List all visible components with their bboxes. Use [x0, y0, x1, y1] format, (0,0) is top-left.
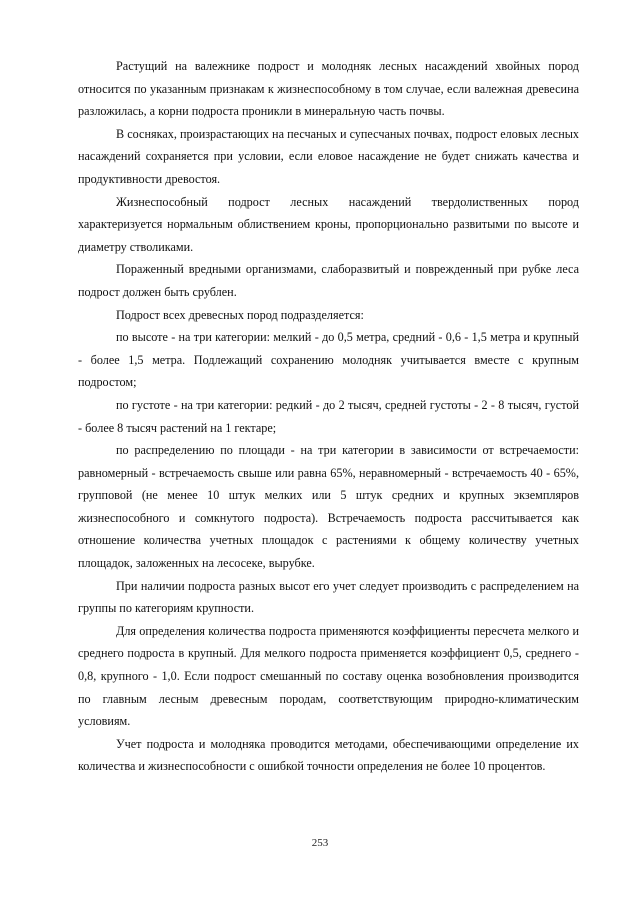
paragraph-9: При наличии подроста разных высот его учет следует производить с распределением на группы по категориям крупности.: [78, 578, 579, 616]
paragraph-10: Для определения количества подроста применяются коэффициенты пересчета мелкого и среднего подроста в крупный. Для мелкого подроста применяется коэффициент 0,5, среднего - 0,8, крупного - 1,0. Если подрост смешанный по составу оценка возобновления производится по главным лесным древесным породам, соответствующим природно-климатическим условиям.: [78, 623, 579, 729]
paragraph-8: по распределению по площади - на три категории в зависимости от встречаемости: равномерный - встречаемость свыше или равна 65%, неравномерный - встречаемость 40 - 65%, групповой (не менее 10 штук мелких или 5 штук средних и крупных экземпляров жизнеспособного и сомкнутого подроста). Встречаемость подроста рассчитывается как отношение количества учетных площадок с растениями к общему количеству учетных площадок, заложенных на лесосеке, вырубке.: [78, 443, 579, 571]
page-number: 253: [311, 837, 329, 849]
paragraph-3: Жизнеспособный подрост лесных насаждений твердолиственных пород характеризуется нормальным облиствением кроны, пропорционально развитыми по высоте и диаметру стволиками.: [78, 194, 579, 254]
paragraph-4: Пораженный вредными организмами, слаборазвитый и поврежденный при рубке леса подрост должен быть срублен.: [78, 262, 579, 299]
paragraph-6: по высоте - на три категории: мелкий - до 0,5 метра, средний - 0,6 - 1,5 метра и крупный - более 1,5 метра. Подлежащий сохранению молодняк учитывается вместе с крупным подростом;: [78, 330, 579, 390]
paragraph-2: В сосняках, произрастающих на песчаных и супесчаных почвах, подрост еловых лесных насаждений сохраняется при условии, если еловое насаждение не будет снижать качества и продуктивности древостоя.: [78, 126, 579, 186]
document-body: [78, 55, 579, 778]
paragraph-1: Растущий на валежнике подрост и молодняк лесных насаждений хвойных пород относится по указанным признакам к жизнеспособному в том случае, если валежная древесина разложилась, а корни подроста проникли в минеральную часть почвы.: [78, 59, 579, 119]
paragraph-7: по густоте - на три категории: редкий - до 2 тысяч, средней густоты - 2 - 8 тысяч, густой - более 8 тысяч растений на 1 гектаре;: [78, 397, 579, 435]
paragraph-5: Подрост всех древесных пород подразделяется:: [116, 307, 364, 322]
paragraph-11: Учет подроста и молодняка проводится методами, обеспечивающими определение их количества и жизнеспособности с ошибкой точности определения не более 10 процентов.: [78, 736, 579, 774]
